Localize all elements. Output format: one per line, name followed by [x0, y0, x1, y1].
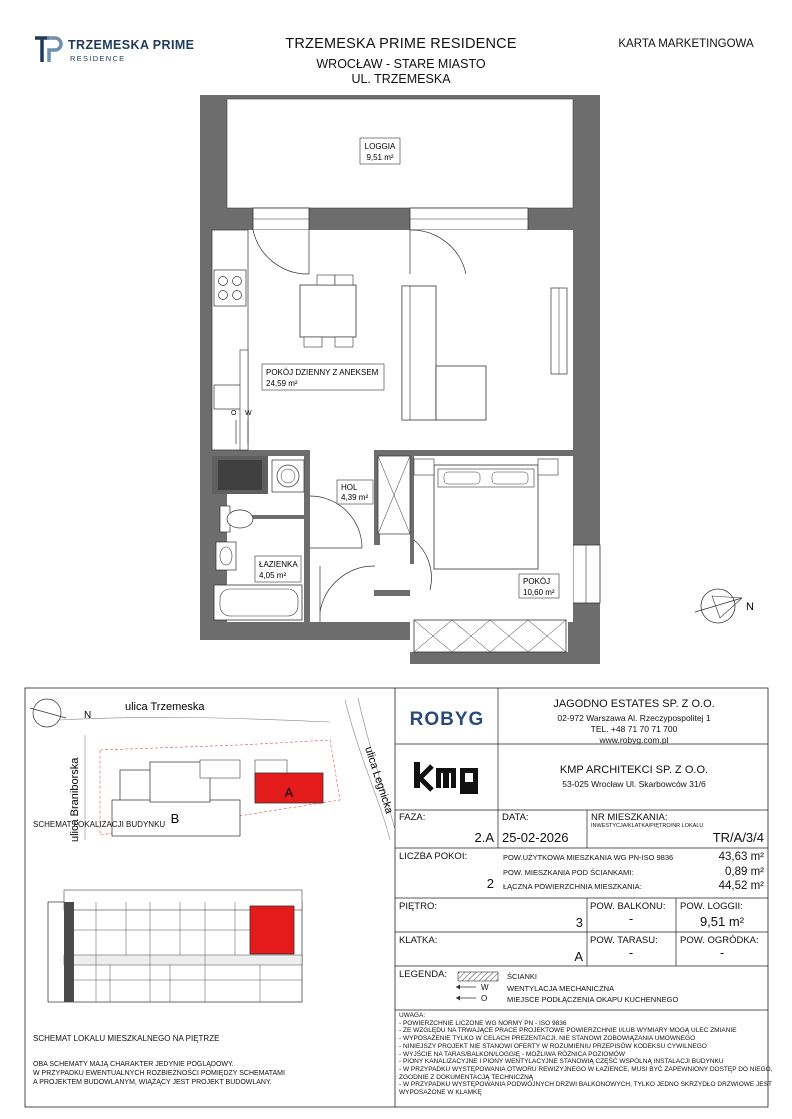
pietro-label: PIĘTRO: [399, 901, 438, 912]
svg-text:9,51 m²: 9,51 m² [366, 153, 394, 162]
data-label: DATA: [502, 812, 529, 823]
balkon-value: - [628, 911, 634, 926]
svg-text:POKÓJ: POKÓJ [523, 577, 551, 586]
scheme-note: OBA SCHEMATY MAJĄ CHARAKTER JEDYNIE POGLĄDOWY. W PRZYPADKU EWENTUALNYCH ROZBIEŻNOŚCI POMIĘDZY SCHEMATAMI A PROJEKTEM BUDOWLANYM, WIĄŻĄCY JEST PROJEKT BUDOWLANY. [33, 1061, 285, 1086]
svg-text:A: A [284, 785, 294, 800]
legend-okap-symbol: O [481, 994, 488, 1003]
floor-scheme-caption: SCHEMAT LOKALU MIESZKALNEGO NA PIĘTRZE [33, 1034, 220, 1043]
klatka-value: A [574, 949, 583, 964]
pow-uzytkowa-label: POW.UŻYTKOWA MIESZKANIA WG PN-ISO 9836 [503, 853, 674, 862]
faza-label: FAZA: [399, 812, 426, 823]
data-value: 25-02-2026 [502, 830, 569, 845]
architect-address: 53-025 Wrocław Ul. Skarbowców 31/6 [562, 779, 706, 789]
notes: UWAGA: - POWIERZCHNIE LICZONE WG NORMY PN - ISO 9836 - ZE WZGLĘDU NA TRWAJĄCE PRACE PROJEKTOWE POWIERZCHNIE I/LUB WYMIARY MOGĄ ULEC ZMIANIE - WYPOSAŻENIE TYLKO W CELACH PREZENTACJI. NIE STANOWI ZOBOWIĄZANIA UMOWNEGO - NINIEJSZY PROJEKT NIE STANOWI OFERTY W ROZUMIENIU PRZEPISÓW KODEKSU CYWILNEGO - WYJŚCIE NA TARAS/BALKON/LOGGIĘ - MOŻLIWA RÓŻNICA POZIOMÓW - PIONY KANALIZACYJNE I PIONY WENTYLACYJNE STANOWIĄ CZĘŚĆ WSPÓLNĄ INSTALACJI BUDYNKU - W PRZYPADKU WYSTĘPOWANIA OTWORU REWIZYJNEGO W ŁAZIENCE, MUSI BYĆ ZAPEWNIONY DOSTĘP DO NIEGO, ZGODNIE Z DOKUMENTACJĄ TECHNICZNĄ - W PRZYPADKU WYSTĘPOWANIA PODWÓJNYCH DRZWI BALKONOWYCH, TYLKO JEDNO SKRZYDŁO DRZWIOWE JEST WYPOSAŻONE W KLAMKĘ [399, 1012, 773, 1097]
taras-label: POW. TARASU: [590, 935, 658, 946]
pokoje-value: 2 [486, 876, 494, 891]
loggia-value: 9,51 m² [699, 914, 745, 929]
city-district: WROCŁAW - STARE MIASTO [316, 57, 486, 71]
ogrodek-label: POW. OGRÓDKA: [680, 935, 759, 946]
floor-scheme [48, 890, 302, 1002]
svg-text:N: N [746, 601, 754, 613]
svg-text:W: W [245, 410, 252, 417]
developer-contact: 02-972 Warszawa Al. Rzeczypospolitej 1 TEL. +48 71 70 71 700 www.robyg.com.pl [557, 713, 711, 745]
taras-value: - [628, 945, 634, 960]
legend-went: WENTYLACJA MECHANICZNA [507, 984, 615, 993]
nr-value: TR/A/3/4 [712, 830, 764, 845]
ogrodek-value: - [719, 945, 725, 960]
svg-text:O: O [231, 410, 237, 417]
svg-text:ulica Braniborska: ulica Braniborska [69, 757, 81, 842]
svg-text:LOGGIA: LOGGIA [364, 142, 396, 151]
street: UL. TRZEMESKA [351, 72, 451, 86]
svg-text:B: B [170, 811, 180, 826]
logo-name: TRZEMESKA PRIME [68, 38, 195, 52]
developer-name: JAGODNO ESTATES SP. Z O.O. [553, 698, 715, 710]
card-type: KARTA MARKETINGOWA [618, 38, 754, 50]
architect-name: KMP ARCHITEKCI SP. Z O.O. [559, 764, 709, 776]
pow-scianki-value: 0,89 m² [725, 866, 764, 878]
nr-sublabel: INWESTYCJA/KLATKA/PIĘTRO/NR LOKALU [591, 823, 704, 829]
svg-text:POKÓJ DZIENNY Z ANEKSEM: POKÓJ DZIENNY Z ANEKSEM [266, 368, 379, 377]
pokoje-label: LICZBA POKOI: [399, 851, 468, 862]
pow-scianki-label: POW. MIESZKANIA POD ŚCIANKAMI: [503, 868, 634, 877]
svg-text:4,39 m²: 4,39 m² [341, 493, 369, 502]
svg-text:ulica Trzemeska: ulica Trzemeska [125, 701, 205, 713]
pietro-value: 3 [575, 915, 583, 930]
klatka-label: KLATKA: [399, 935, 438, 946]
svg-text:HOL: HOL [341, 483, 358, 492]
nr-label: NR MIESZKANIA: [591, 812, 668, 823]
svg-text:ulica Legnicka: ulica Legnicka [362, 745, 396, 816]
location-caption: SCHEMAT LOKALIZACJI BUDYNKU [33, 820, 166, 829]
pow-laczna-value: 44,52 m² [718, 880, 764, 892]
svg-text:10,60 m²: 10,60 m² [523, 588, 555, 597]
location-north-icon [30, 699, 91, 727]
pow-uzytkowa-value: 43,63 m² [718, 851, 764, 863]
legend-hatch-icon [458, 972, 498, 981]
legend-label: LEGENDA: [399, 969, 448, 980]
svg-text:N: N [84, 710, 92, 721]
page-title: TRZEMESKA PRIME RESIDENCE [285, 36, 517, 52]
legend-scianki: ŚCIANKI [507, 972, 538, 981]
kmp-logo [414, 762, 478, 794]
svg-text:4,05 m²: 4,05 m² [259, 571, 287, 580]
loggia-label: POW. LOGGII: [680, 901, 743, 912]
svg-text:24,59 m²: 24,59 m² [266, 379, 298, 388]
pow-laczna-label: ŁĄCZNA POWIERZCHNIA MIESZKANIA: [503, 882, 642, 891]
legend-went-symbol: W [481, 983, 489, 992]
svg-text:ŁAZIENKA: ŁAZIENKA [259, 560, 298, 569]
balkon-label: POW. BALKONU: [590, 901, 666, 912]
logo-subtitle: RESIDENCE [70, 54, 126, 63]
legend-okap: MIEJSCE PODŁĄCZENIA OKAPU KUCHENNEGO [507, 995, 679, 1004]
robyg-logo: ROBYG [409, 709, 485, 730]
faza-value: 2.A [474, 830, 494, 845]
